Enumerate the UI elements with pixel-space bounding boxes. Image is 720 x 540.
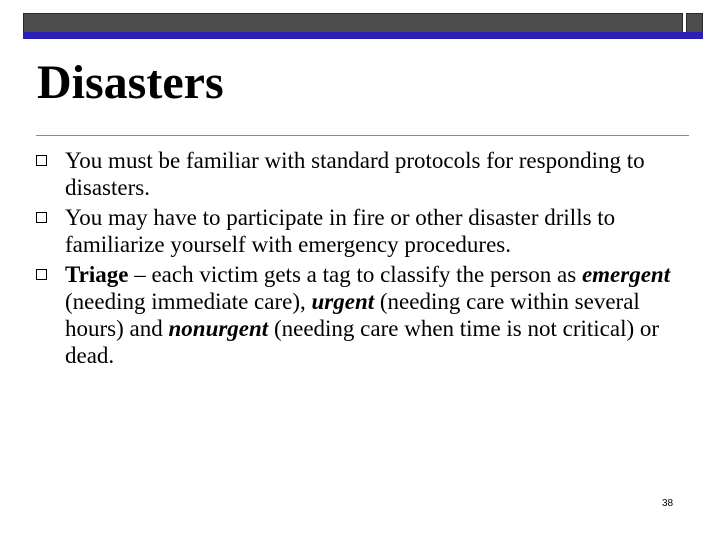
emergent-term: emergent: [581, 262, 671, 287]
hollow-square-bullet-icon: [36, 269, 47, 280]
hollow-square-bullet-icon: [36, 212, 47, 223]
page-number: 38: [662, 498, 674, 509]
triage-intro: – each victim gets a tag to classify the person as: [128, 262, 582, 287]
bullet-text: You must be familiar with standard protocols for responding to disasters.: [65, 148, 645, 200]
urgent-term: urgent: [311, 289, 375, 314]
hollow-square-bullet-icon: [36, 155, 47, 166]
emergent-desc: (needing immediate care),: [65, 289, 312, 314]
slide-title: Disasters: [37, 56, 224, 109]
bullet-item: [36, 204, 696, 258]
top-square-blue-stripe: [686, 32, 703, 39]
title-divider: [36, 135, 689, 136]
bullet-item: [36, 147, 696, 201]
top-bar-blue-stripe: [23, 32, 686, 39]
bullet-list: [36, 147, 696, 372]
triage-term: Triage: [65, 262, 129, 287]
urgent-desc: (needing care within several hours) and: [65, 289, 640, 341]
nonurgent-desc: (needing care when time is not critical) or dead.: [65, 316, 660, 368]
bullet-item: [36, 261, 696, 369]
nonurgent-term: nonurgent: [168, 316, 269, 341]
bullet-text: You may have to participate in fire or other disaster drills to familiarize yourself with emergency procedures.: [65, 205, 616, 257]
